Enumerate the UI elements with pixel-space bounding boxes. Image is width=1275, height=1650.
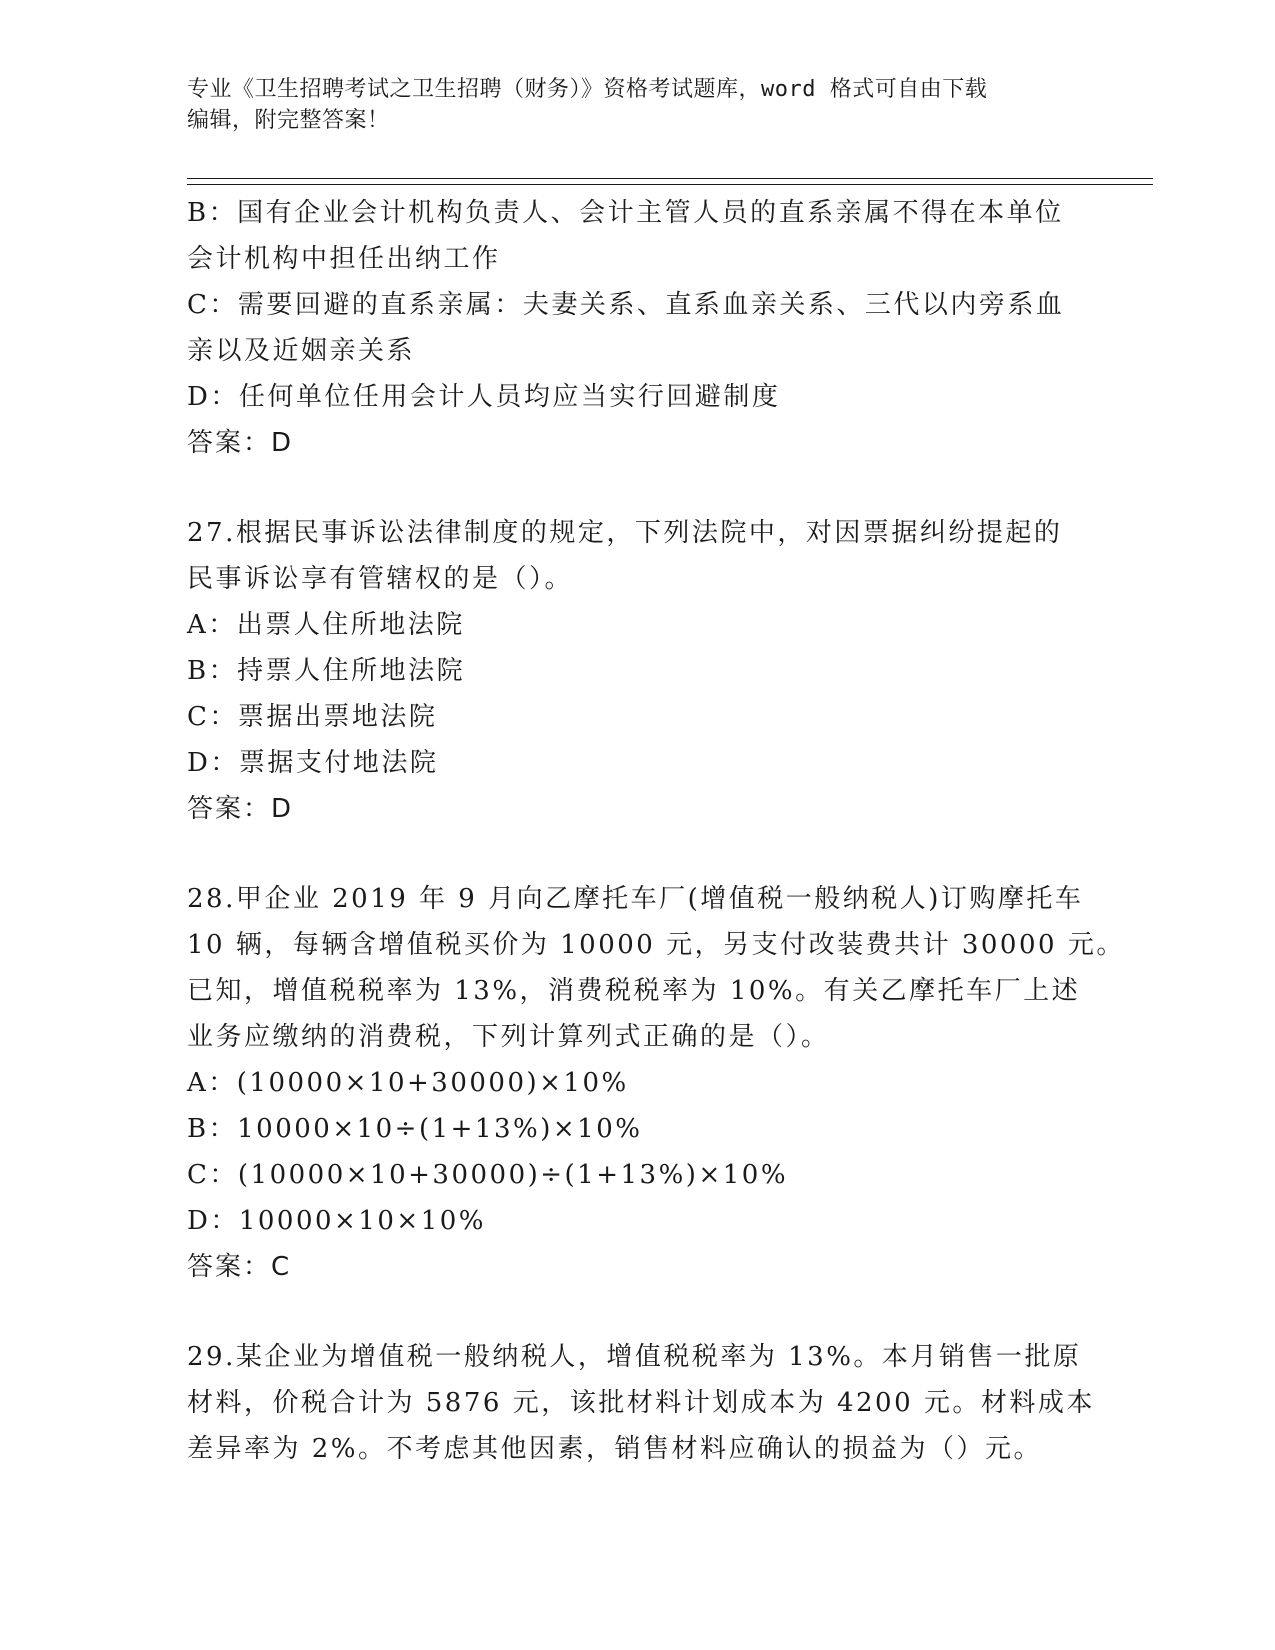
q26-option-c-line-1: C：需要回避的直系亲属：夫妻关系、直系血亲关系、三代以内旁系血 xyxy=(187,290,1065,320)
q27-option-c: C：票据出票地法院 xyxy=(187,702,438,732)
q29-stem-line-1: 29.某企业为增值税一般纳税人，增值税税率为 13%。本月销售一批原 xyxy=(187,1342,1082,1372)
q28-option-a: A：(10000×10+30000)×10% xyxy=(187,1068,629,1098)
header-divider-top xyxy=(187,178,1153,179)
q28-option-c: C：(10000×10+30000)÷(1+13%)×10% xyxy=(187,1160,789,1190)
q26-option-b-line-2: 会计机构中担任出纳工作 xyxy=(187,244,501,274)
q27-stem-line-2: 民事诉讼享有管辖权的是（）。 xyxy=(187,564,574,594)
q28-option-d: D：10000×10×10% xyxy=(187,1206,486,1236)
question-28-block xyxy=(187,876,1125,1290)
spacer xyxy=(187,1290,1087,1334)
header-line-2: 编辑，附完整答案！ xyxy=(187,108,390,133)
question-29-block xyxy=(187,1334,1095,1472)
header-line-1: 专业《卫生招聘考试之卫生招聘（财务）》资格考试题库，word 格式可自由下载 xyxy=(187,77,988,102)
q27-option-d: D：票据支付地法院 xyxy=(187,748,439,778)
question-26-block xyxy=(187,190,1087,466)
q29-stem-line-2: 材料，价税合计为 5876 元，该批材料计划成本为 4200 元。材料成本 xyxy=(187,1388,1095,1418)
q26-answer: 答案：D xyxy=(187,428,294,458)
spacer xyxy=(187,832,1087,876)
q28-option-b: B：10000×10÷(1+13%)×10% xyxy=(187,1114,643,1144)
q28-stem-line-1: 28.甲企业 2019 年 9 月向乙摩托车厂(增值税一般纳税人)订购摩托车 xyxy=(187,884,1084,914)
q26-option-c-line-2: 亲以及近姻亲关系 xyxy=(187,336,416,366)
question-27-block xyxy=(187,510,1087,832)
q28-stem-line-4: 业务应缴纳的消费税，下列计算列式正确的是（）。 xyxy=(187,1022,830,1052)
q27-answer: 答案：D xyxy=(187,794,294,824)
document-header xyxy=(187,74,1087,136)
q26-option-b-line-1: B：国有企业会计机构负责人、会计主管人员的直系亲属不得在本单位 xyxy=(187,198,1064,228)
q27-option-b: B：持票人住所地法院 xyxy=(187,656,466,686)
q27-option-a: A：出票人住所地法院 xyxy=(187,610,465,640)
q28-answer: 答案：C xyxy=(187,1252,292,1282)
spacer xyxy=(187,466,1087,510)
header-divider-bottom xyxy=(187,184,1153,185)
q26-option-d: D：任何单位任用会计人员均应当实行回避制度 xyxy=(187,382,781,412)
q27-stem-line-1: 27.根据民事诉讼法律制度的规定，下列法院中，对因票据纠纷提起的 xyxy=(187,518,1063,548)
q28-stem-line-2: 10 辆，每辆含增值税买价为 10000 元，另支付改装费共计 30000 元。 xyxy=(187,930,1125,960)
q29-stem-line-3: 差异率为 2%。不考虑其他因素，销售材料应确认的损益为（）元。 xyxy=(187,1434,1043,1464)
q28-stem-line-3: 已知，增值税税率为 13%，消费税税率为 10%。有关乙摩托车厂上述 xyxy=(187,976,1081,1006)
question-list xyxy=(187,190,1125,1472)
